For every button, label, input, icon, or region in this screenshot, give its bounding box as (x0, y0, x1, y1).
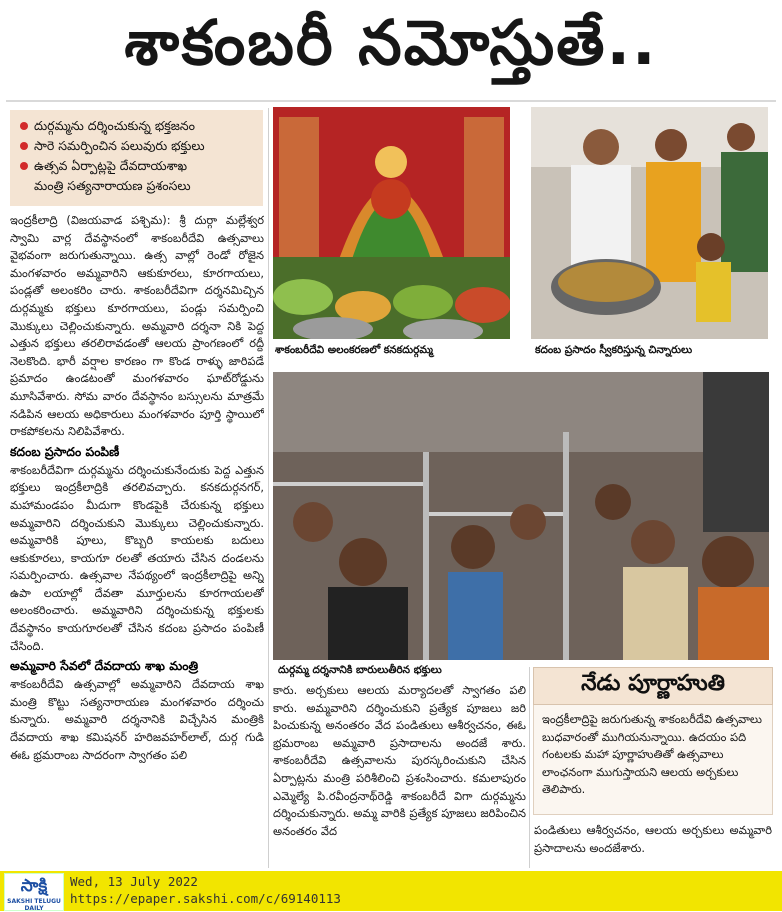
article-paragraph: కారు. అర్చకులు ఆలయ మర్యాదలతో స్వాగతం పలి కారు. అమ్మవారిని దర్శించుకుని ప్రత్యేక పూజలు జరి పించుకున్న అనంతరం వేద పండితులు ఆశీర్వచనం, ఈఓ భ్రమరాంబ అమ్మవారి ప్రసాదాలను అందజే శారు. శాకంబరీదేవి ఉత్సవాలను పురస్కరించుకుని చేసిన ఏర్పాట్లను మంత్రి పరిశీలించి ప్రశంసించారు. కమలాపురం ఎమ్మెల్యే పి.రవీంద్రనాథ్‌రెడ్డి శాకంబరీదే విగా దుర్గమ్మను దర్శించుకున్నారు. అమ్మ వారికి ప్రత్యేక పూజలు జరిపించిన అనంతరం వేద (273, 683, 526, 838)
article-paragraph: పండితులు ఆశీర్వచనం, ఆలయ అర్చకులు అమ్మవారి ప్రసాదాలను అందజేశారు. (534, 823, 772, 855)
photo-caption: దుర్గమ్మ దర్శనానికి బారులుతీరిన భక్తులు (278, 664, 442, 676)
photo-caption: శాకంబరీదేవి అలంకరణలో కనకదుర్గమ్మ (275, 344, 433, 356)
logo-subtitle: SAKSHI TELUGU DAILY (7, 898, 61, 912)
sidebar-box-title: నేడు పూర్ణాహుతి (533, 667, 773, 705)
headline-divider (6, 100, 776, 102)
deity-image (273, 107, 510, 339)
photo-prasadam-distribution (531, 107, 768, 339)
article-column-2 (273, 682, 526, 868)
epaper-footer (0, 871, 782, 911)
edition-date: Wed, 13 July 2022 (70, 874, 198, 889)
article-paragraph: ఇంద్రకీలాద్రి (విజయవాడ పశ్చిమ): శ్రీ దుర్గా మల్లేశ్వర స్వామి వార్ల దేవస్థానంలో శాకంబరీదేవి ఉత్సవాలు వైభవంగా జరుగుతున్నాయి. ఉత్స వాల్లో రెండో రోజైన మంగళవారం అమ్మవారిని ఆకుకూరలు, కూరగాయలు, పండ్లతో అలంకరిం చారు. శాకంబరీదేవిగా దర్శనమిచ్చిన దుర్గమ్మకు భక్తులు కూరగాయలు, పండ్లు సమర్పించి మొక్కులు చెల్లించుకున్నారు. అమ్మవారి దర్శనా నికి పెద్ద ఎత్తున భక్తులు తరలిరావడంతో ఆలయ ప్రాంగణంలో రద్దీ నెలకొంది. భారీ వర్షాల కారణం గా కొండ రాళ్ళు జారిపడే ప్రమాదం ఉండటంతో మంగళవారం ఘాట్‌రోడ్డును మూసివేశారు. సోమ వారం దేవస్థానం బస్సులను మాత్రమే నడిపిన ఆలయ అధికారులు మంగళవారం పూర్తి స్థాయిలో రాకపోకలను నిలిపివేశారు. (10, 213, 264, 439)
photo-caption: కదంబ ప్రసాదం స్వీకరిస్తున్న చిన్నారులు (535, 344, 693, 356)
highlight-item: ఉత్సవ ఏర్పాట్లపై దేవదాయశాఖ (14, 156, 259, 176)
bullet-icon (20, 122, 28, 130)
logo-text: సాక్షి (20, 876, 48, 896)
article-paragraph: శాకంబరీదేవిగా దుర్గమ్మను దర్శించుకునేందుకు పెద్ద ఎత్తున భక్తులు ఇంద్రకీలాద్రికి తరలివచ్చారు. కనకదుర్గనగర్, మహామండపం మీదుగా కొండపైకి చేరుకున్న భక్తులు అమ్మవారిని దర్శించుకుని మొక్కులు చెల్లించుకున్నారు. అమ్మవారికి పూలు, కొబ్బరి కాయలకు బదులు ఆకుకూరలు, కాయగూ రలతో తయారు చేసిన దండలను సమర్పించారు. ఉత్సవాల నేపథ్యంలో ఇంద్రకీలాద్రిపై అన్ని ఉపా లయాల్లో దేవతా మూర్తులను కూరగాయలతో అలంకరించారు. అమ్మవారిని దర్శించుకున్న భక్తులకు దేవస్థానం కాయగూరలతో చేసిన కదంబ ప్రసాదం పంపిణీ చేసింది. (10, 462, 264, 653)
column-divider (268, 108, 269, 868)
photo-devotee-queue (273, 372, 769, 660)
sidebar-box-body (533, 705, 773, 815)
subheading: అమ్మవారి సేవలో దేవదాయ శాఖ మంత్రి (10, 659, 199, 674)
sakshi-logo (4, 873, 64, 911)
highlight-item: సారె సమర్పించిన పలువురు భక్తులు (14, 136, 259, 156)
sidebar-box-text: ఇంద్రకీలాద్రిపై జరుగుతున్న శాకంబరీదేవి ఉత్సవాలు బుధవారంతో ముగియనున్నాయి. ఉదయం పది గంటలకు మహా పూర్ణాహుతితో ఉత్సవాలు లాంఛనంగా ముగుస్తాయని ఆలయ అర్చకులు తెలిపారు. (542, 712, 762, 797)
page-headline: శాకంబరీ నమోస్తుతే.. (124, 6, 658, 79)
queue-image (273, 372, 769, 660)
bullet-icon (20, 162, 28, 170)
article-column-3 (534, 822, 772, 868)
epaper-link[interactable]: https://epaper.sakshi.com/c/69140113 (70, 891, 341, 906)
highlight-item-continued: మంత్రి సత్యనారాయణ ప్రశంసలు (34, 178, 191, 193)
bullet-icon (20, 142, 28, 150)
column-divider (529, 667, 530, 868)
photo-deity-decoration (273, 107, 510, 339)
article-paragraph: శాకంబరీదేవి ఉత్సవాల్లో అమ్మవారిని దేవదాయ శాఖ మంత్రి కొట్టు సత్యనారాయణ మంగళవారం దర్శించు కున్నారు. అమ్మవారి దర్శనానికి విచ్చేసిన మంత్రికి దేవదాయ శాఖ కమిషనర్ హరిజవహర్‌లాల్, దుర్గ గుడి ఈఓ భ్రమరాంబ సాదరంగా స్వాగతం పలి (10, 677, 264, 762)
subheading: కదంబ ప్రసాదం పంపిణీ (10, 444, 120, 459)
article-column-1 (10, 212, 264, 868)
highlight-item: దుర్గమ్మను దర్శించుకున్న భక్తజనం (14, 116, 259, 136)
highlights-box (10, 110, 263, 206)
prasadam-image (531, 107, 768, 339)
